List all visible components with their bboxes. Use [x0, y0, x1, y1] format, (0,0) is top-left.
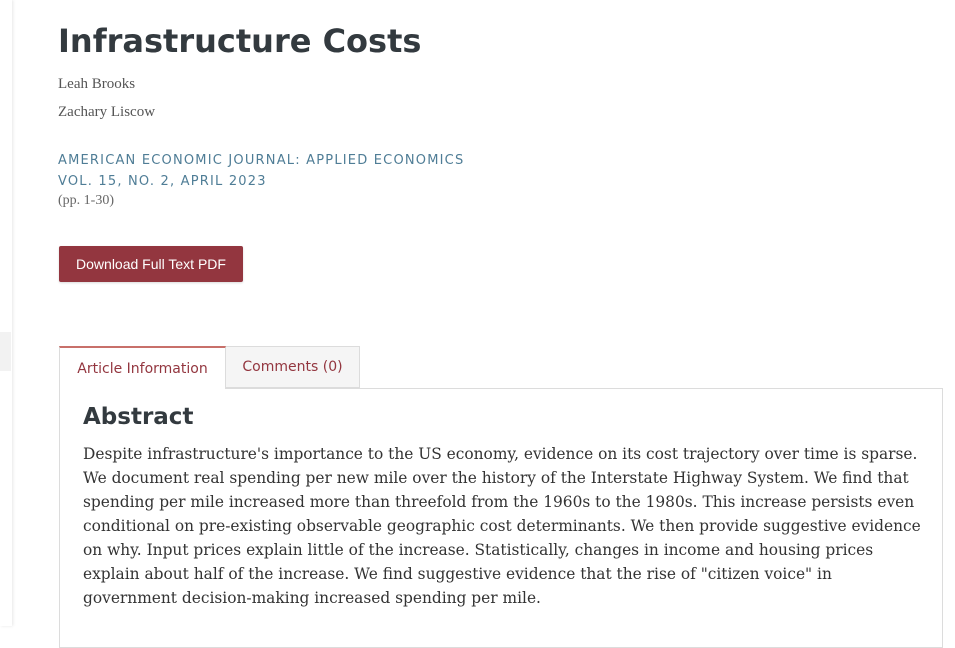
abstract-heading: Abstract [83, 404, 194, 430]
page-range: (pp. 1-30) [58, 193, 114, 208]
abstract-text: Despite infrastructure's importance to the US economy, evidence on its cost trajectory over time is sparse. We document real spending per new mile over the history of the Interstate Highway System. We find that spending per mile increased more than threefold from the 1960s to the 1980s. This increase persists even conditional on pre-existing observable geographic cost determinants. We then provide suggestive evidence on why. Input prices explain little of the increase. Statistically, changes in income and housing prices explain about half of the increase. We find suggestive evidence that the rise of "citizen voice" in government decision-making increased spending per mile. [83, 445, 921, 607]
side-panel-tab[interactable] [0, 332, 11, 371]
tab-article-information[interactable]: Article Information [59, 346, 226, 389]
journal-name-link[interactable]: AMERICAN ECONOMIC JOURNAL: APPLIED ECONOMICS [58, 153, 465, 168]
author-link[interactable]: Zachary Liscow [58, 104, 156, 120]
article-tabs [59, 346, 360, 389]
issue-link[interactable]: VOL. 15, NO. 2, APRIL 2023 [58, 174, 267, 189]
tab-comments[interactable]: Comments (0) [226, 346, 360, 388]
article-title: Infrastructure Costs [58, 22, 422, 60]
author-link[interactable]: Leah Brooks [58, 76, 136, 92]
download-pdf-button[interactable]: Download Full Text PDF [59, 246, 243, 282]
left-gutter [0, 0, 12, 626]
